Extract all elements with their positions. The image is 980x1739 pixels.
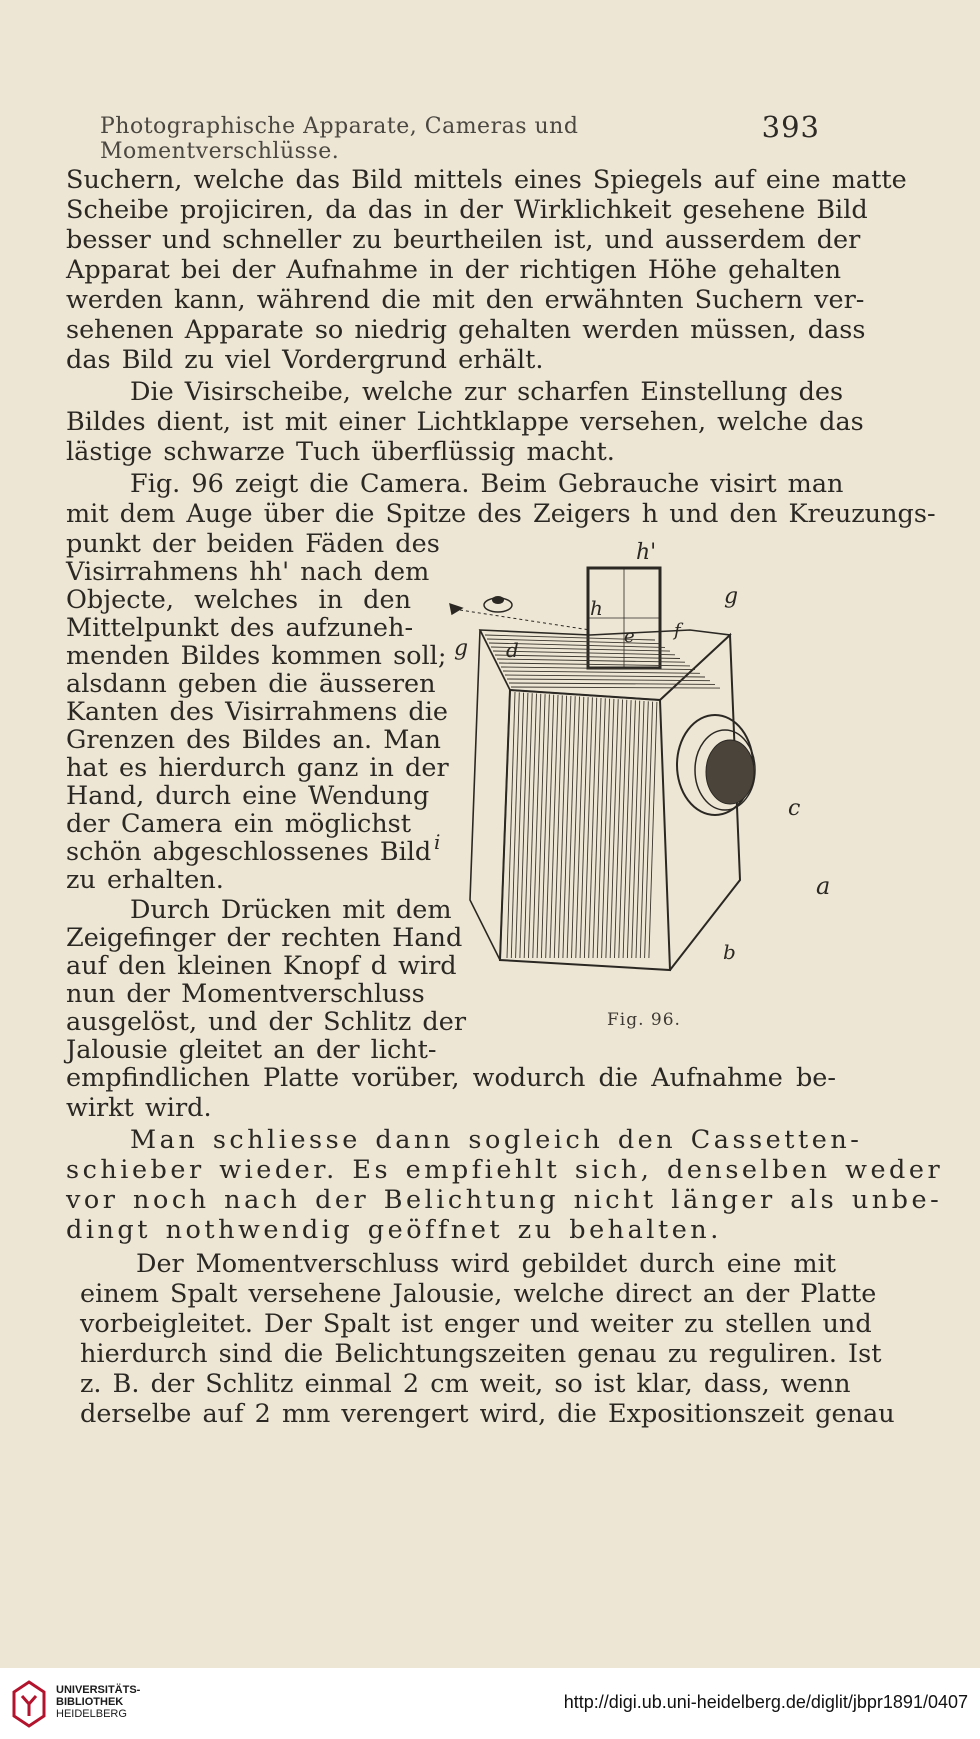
text-line: Fig. 96 zeigt die Camera. Beim Gebrauche visirt man [130,469,844,499]
text-line: Durch Drücken mit dem [130,895,452,925]
text-line: werden kann, während die mit den erwähnten Suchern ver- [66,285,865,315]
library-line: BIBLIOTHEK [56,1696,124,1708]
figure-label: c [788,796,801,821]
footer-bar [0,1668,980,1739]
text-line: Bildes dient, ist mit einer Lichtklappe versehen, welche das [66,407,864,437]
text-line: derselbe auf 2 mm verengert wird, die Expositionszeit genau [80,1399,895,1429]
text-line: Grenzen des Bildes an. Man [66,725,441,755]
text-line: das Bild zu viel Vordergrund erhält. [66,345,544,375]
figure-label: a [816,872,831,900]
text-line: Zeigefinger der rechten Hand [66,923,463,953]
text-line: besser und schneller zu beurtheilen ist, und ausserdem der [66,225,861,255]
text-line: lästige schwarze Tuch überflüssig macht. [66,437,615,467]
figure-label: i [434,830,441,854]
library-logo-icon [10,1680,48,1728]
figure-label: d [506,638,519,662]
library-name [56,1684,140,1720]
library-line: UNIVERSITÄTS- [56,1684,141,1696]
text-line: vorbeigleitet. Der Spalt ist enger und weiter zu stellen und [80,1309,872,1339]
text-line: der Camera ein möglichst [66,809,411,839]
camera-drawing [440,540,835,1010]
text-line: mit dem Auge über die Spitze des Zeigers h und den Kreuzungs- [66,499,936,529]
library-line: HEIDELBERG [56,1708,127,1720]
text-line: dingt nothwendig geöffnet zu behalten. [66,1215,722,1245]
text-line: sehenen Apparate so niedrig gehalten werden müssen, dass [66,315,866,345]
text-line: Scheibe projiciren, da das in der Wirklichkeit gesehene Bild [66,195,868,225]
text-line: zu erhalten. [66,865,224,895]
figure-label: g [724,584,739,609]
figure-label: e [624,626,635,647]
running-header [100,110,820,164]
figure-label: g [454,636,469,661]
text-line: Hand, durch eine Wendung [66,781,430,811]
figure-caption: Fig. 96. [607,1010,681,1030]
text-line: hierdurch sind die Belichtungszeiten genau zu reguliren. Ist [80,1339,882,1369]
text-line: ausgelöst, und der Schlitz der [66,1007,467,1037]
figure-label: f [674,620,681,641]
running-title: Photographische Apparate, Cameras und Momentverschlüsse. [100,114,579,164]
figure-label: b [723,940,736,964]
text-line: empfindlichen Platte vorüber, wodurch die Aufnahme be- [66,1063,836,1093]
text-line: Apparat bei der Aufnahme in der richtigen Höhe gehalten [66,255,842,285]
text-line: Man schliesse dann sogleich den Cassetten- [130,1125,863,1155]
text-line: Objecte, welches in den [66,585,411,615]
text-line: punkt der beiden Fäden des [66,529,440,559]
text-line: Visirrahmens hh' nach dem [66,557,430,587]
text-line: wirkt wird. [66,1093,212,1123]
text-line: hat es hierdurch ganz in der [66,753,449,783]
text-line: vor noch nach der Belichtung nicht länger als unbe- [66,1185,943,1215]
text-line: einem Spalt versehene Jalousie, welche direct an der Platte [80,1279,877,1309]
figure-label: h' [636,540,657,565]
text-line: Jalousie gleitet an der licht- [66,1035,437,1065]
permalink-url[interactable]: http://digi.ub.uni-heidelberg.de/diglit/jbpr1891/0407 [563,1692,968,1712]
text-line: menden Bildes kommen soll; [66,641,447,671]
text-line: Kanten des Visirrahmens die [66,697,448,727]
text-line: schieber wieder. Es empfiehlt sich, denselben weder [66,1155,944,1185]
text-line: Der Momentverschluss wird gebildet durch eine mit [136,1249,836,1279]
text-line: alsdann geben die äusseren [66,669,436,699]
text-line: auf den kleinen Knopf d wird [66,951,457,981]
text-line: schön abgeschlossenes Bild [66,837,432,867]
figure-label: h [590,596,603,620]
text-line: Suchern, welche das Bild mittels eines Spiegels auf eine matte [66,165,907,195]
text-line: z. B. der Schlitz einmal 2 cm weit, so ist klar, dass, wenn [80,1369,851,1399]
text-line: Die Visirscheibe, welche zur scharfen Einstellung des [130,377,844,407]
text-line: nun der Momentverschluss [66,979,425,1009]
page-number: 393 [761,110,820,144]
camera-illustration [434,540,835,1010]
text-line: Mittelpunkt des aufzuneh- [66,613,414,643]
